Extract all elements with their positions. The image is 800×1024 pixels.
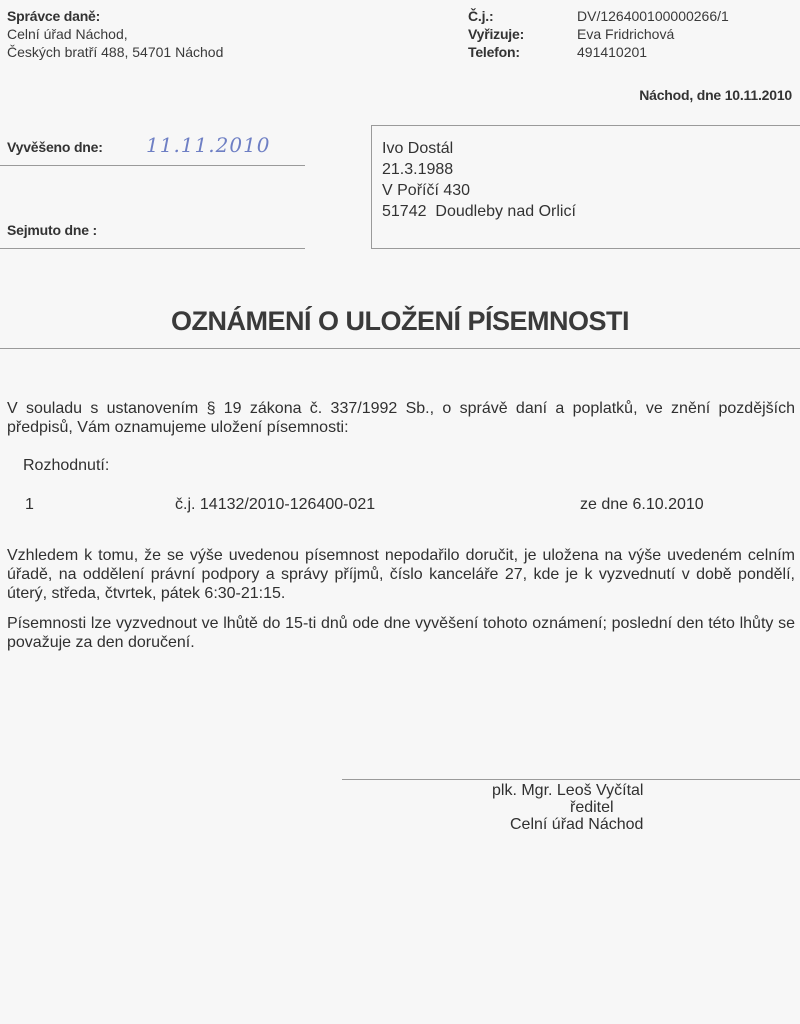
- item-date: ze dne 6.10.2010: [580, 496, 704, 513]
- spravce-label: Správce daně:: [7, 8, 101, 24]
- item-number: 1: [25, 496, 34, 513]
- recipient-name: Ivo Dostál: [382, 140, 454, 157]
- spravce-address: Českých bratří 488, 54701 Náchod: [7, 44, 224, 60]
- deadline-paragraph: Písemnosti lze vyzvednout ve lhůtě do 15-ti dnů ode dne vyvěšení tohoto oznámení; poslední den této lhůty se považuje za den doručení.: [7, 615, 795, 651]
- spravce-name: Celní úřad Náchod,: [7, 26, 128, 42]
- item-reference: č.j. 14132/2010-126400-021: [175, 496, 376, 513]
- decision-label: Rozhodnutí:: [23, 457, 110, 474]
- cj-label: Č.j.:: [468, 8, 494, 24]
- sejmuto-label: Sejmuto dne :: [7, 222, 97, 238]
- recipient-street: V Poříčí 430: [382, 182, 471, 199]
- recipient-birth-date: 21.3.1988: [382, 161, 454, 178]
- signature-rule: [342, 779, 800, 780]
- signatory-office: Celní úřad Náchod: [510, 816, 644, 833]
- place-date: Náchod, dne 10.11.2010: [639, 87, 792, 103]
- vyveseno-rule: [0, 165, 305, 166]
- recipient-address-box: [371, 125, 800, 249]
- vyrizuje-label: Vyřizuje:: [468, 26, 525, 42]
- storage-paragraph: Vzhledem k tomu, že se výše uvedenou písemnost nepodařilo doručit, je uložena na výše uvedeném celním úřadě, na oddělení právní podpory a správy příjmů, číslo kanceláře 27, kde je k vyzvednutí v době pondělí, úterý, středa, čtvrtek, pátek 6:30-21:15.: [7, 547, 795, 602]
- intro-paragraph: V souladu s ustanovením § 19 zákona č. 337/1992 Sb., o správě daní a poplatků, ve znění pozdějších předpisů, Vám oznamujeme uložení písemnosti:: [7, 400, 795, 436]
- signatory-name: plk. Mgr. Leoš Vyčítal: [492, 782, 644, 799]
- telefon-value: 491410201: [577, 44, 648, 60]
- recipient-city: 51742 Doudleby nad Orlicí: [382, 203, 576, 220]
- sejmuto-rule: [0, 248, 305, 249]
- cj-value: DV/126400100000266/1: [577, 8, 729, 24]
- telefon-label: Telefon:: [468, 44, 520, 60]
- signatory-role: ředitel: [570, 799, 614, 816]
- vyveseno-handwritten-date: 11.11.2010: [146, 133, 271, 157]
- vyveseno-label: Vyvěšeno dne:: [7, 139, 103, 155]
- vyrizuje-value: Eva Fridrichová: [577, 26, 675, 42]
- document-title: OZNÁMENÍ O ULOŽENÍ PÍSEMNOSTI: [170, 306, 629, 336]
- title-rule: [0, 348, 800, 349]
